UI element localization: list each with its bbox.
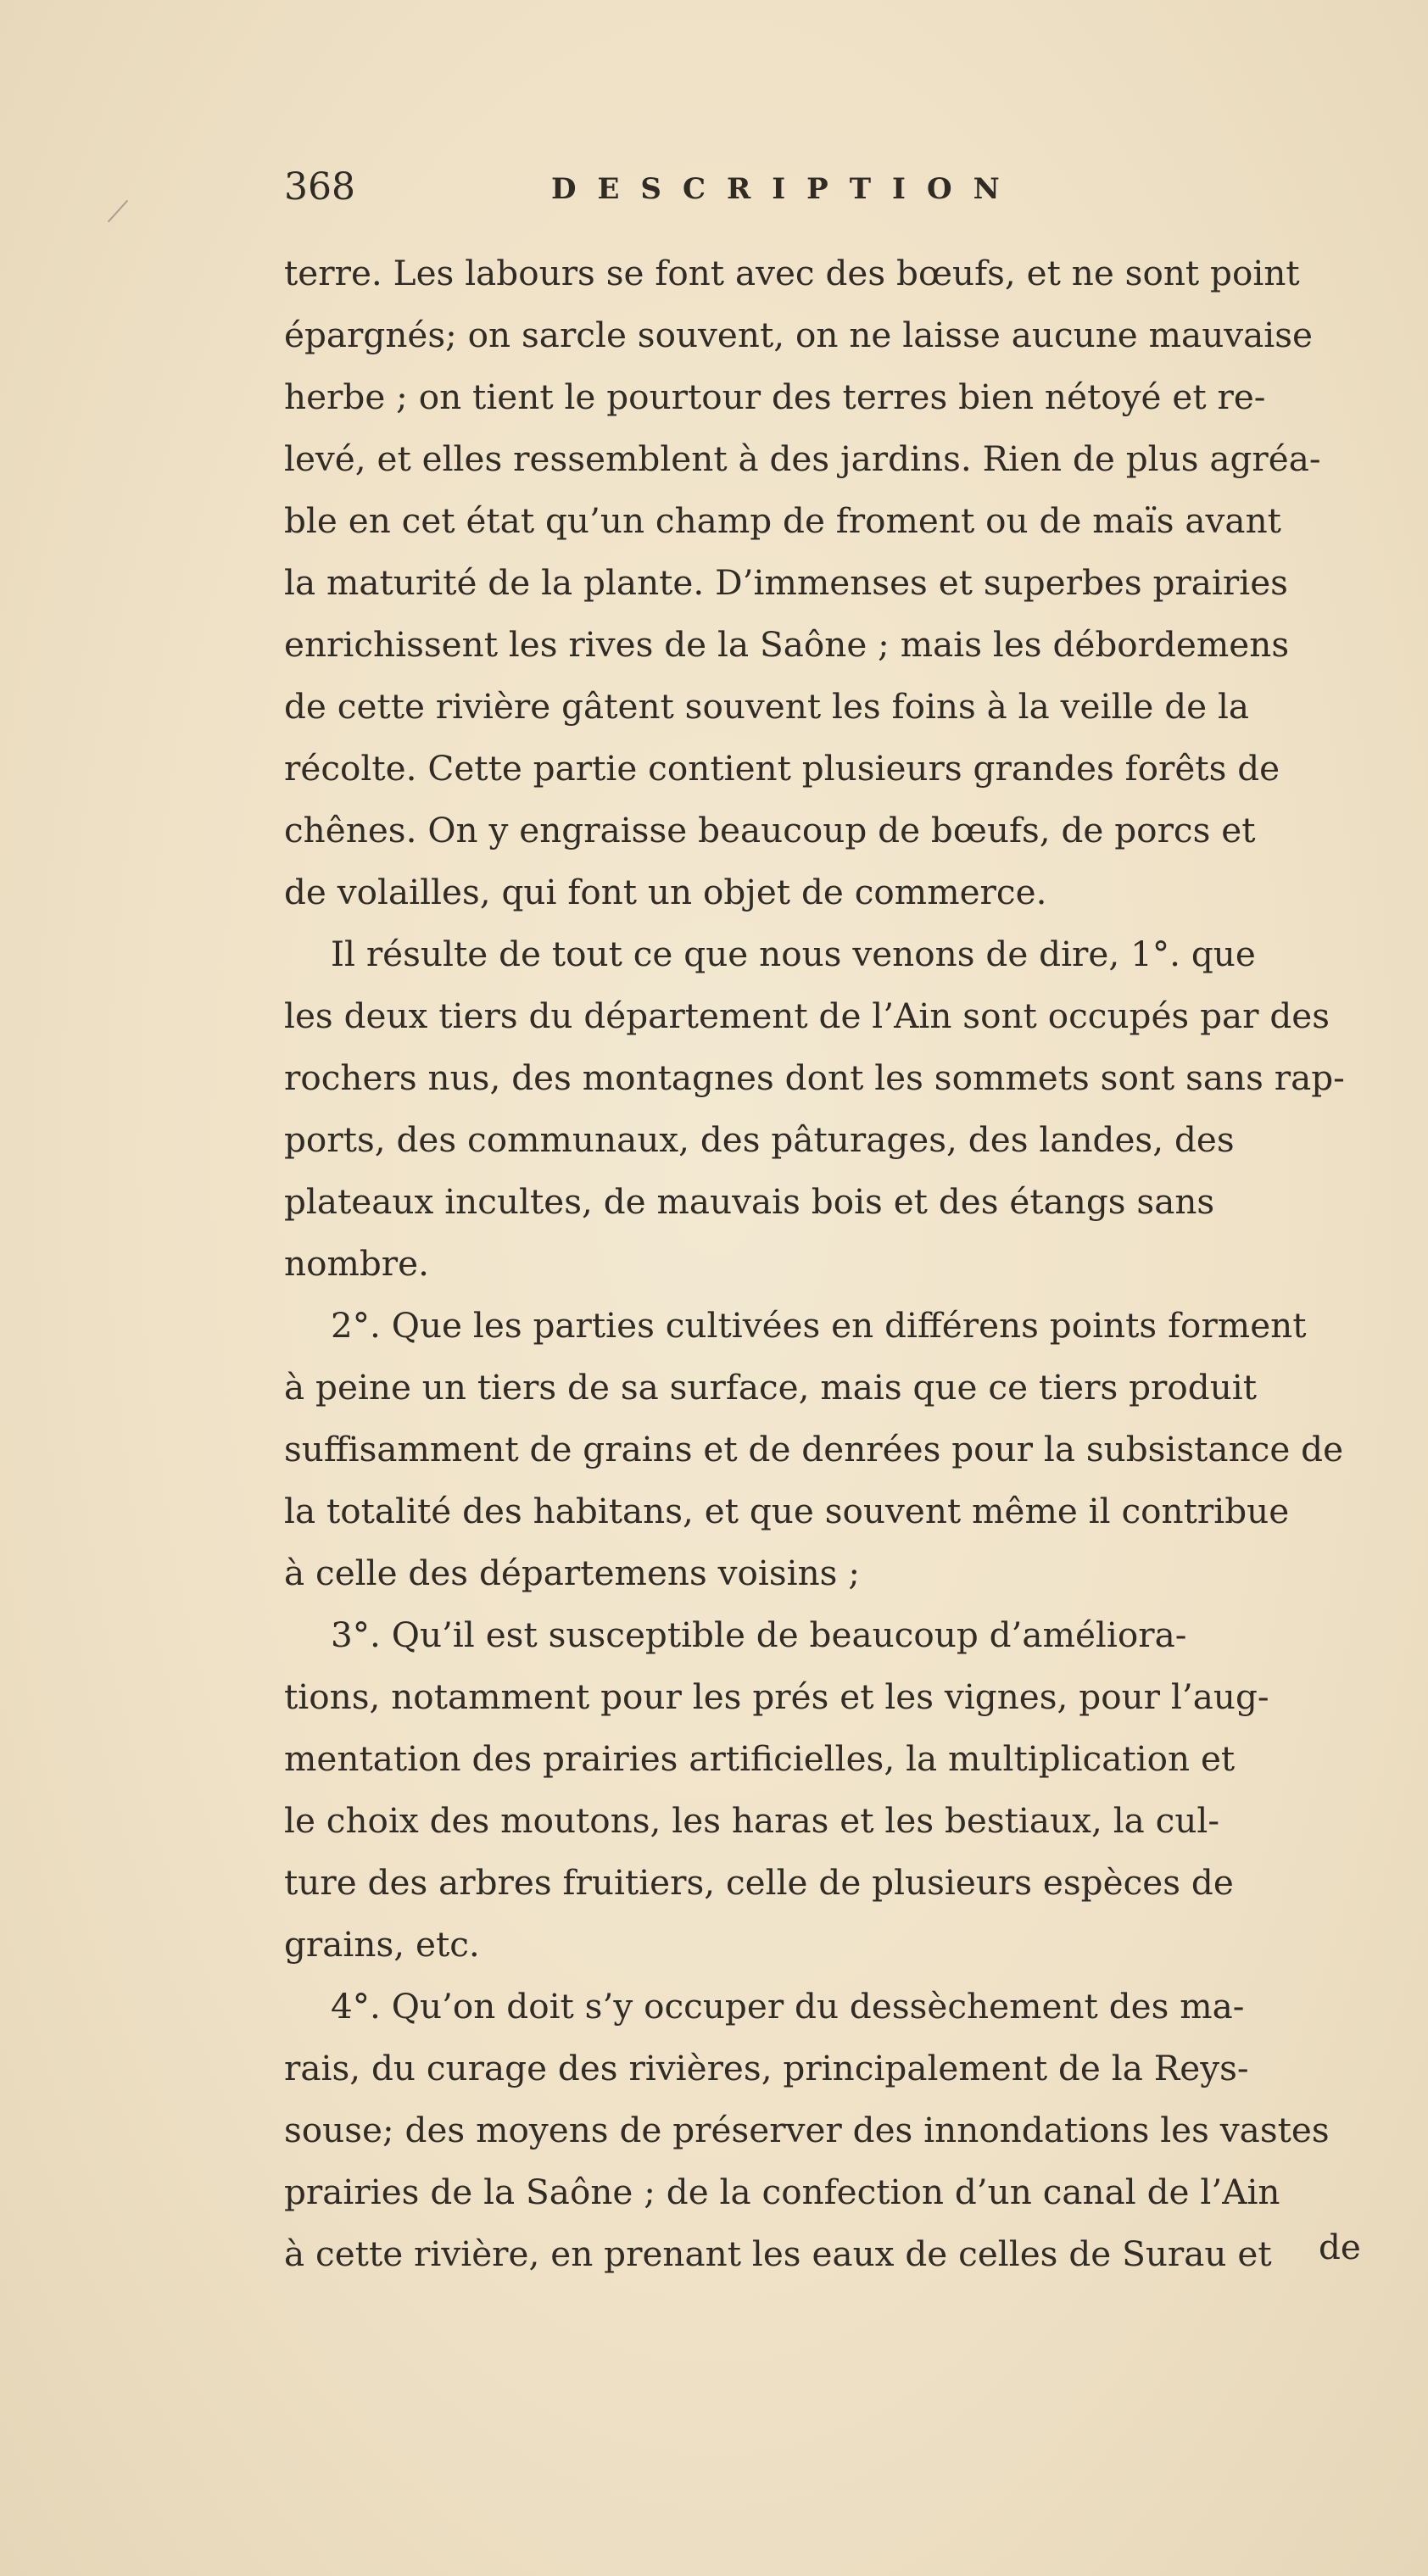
text-line: souse; des moyens de préserver des innondations les vastes (284, 2110, 1330, 2150)
text-line: grains, etc. (284, 1924, 480, 1965)
body-text (284, 243, 1345, 2285)
pencil-mark (108, 200, 128, 223)
text-line: terre. Les labours se font avec des bœufs, et ne sont point (284, 253, 1300, 293)
text-line: rochers nus, des montagnes dont les sommets sont sans rap- (284, 1057, 1345, 1098)
text-line: chênes. On y engraisse beaucoup de bœufs, de porcs et (284, 810, 1256, 850)
text-line: la totalité des habitans, et que souvent même il contribue (284, 1491, 1290, 1531)
text-line: Il résulte de tout ce que nous venons de dire, 1°. que (331, 934, 1256, 974)
text-line: à celle des départemens voisins ; (284, 1553, 860, 1593)
text-line: ture des arbres fruitiers, celle de plusieurs espèces de (284, 1862, 1234, 1903)
page-number: 368 (284, 165, 355, 209)
text-line: levé, et elles ressemblent à des jardins. Rien de plus agréa- (284, 438, 1321, 479)
text-line: rais, du curage des rivières, principalement de la Reys- (284, 2048, 1249, 2088)
text-line: épargnés; on sarcle souvent, on ne laisse aucune mauvaise (284, 315, 1314, 355)
catchword: de (1319, 2227, 1361, 2267)
text-line: de cette rivière gâtent souvent les foins à la veille de la (284, 686, 1250, 727)
text-line: suffisamment de grains et de denrées pour la subsistance de (284, 1429, 1344, 1469)
text-line: tions, notamment pour les prés et les vignes, pour l’aug- (284, 1676, 1269, 1717)
text-line: mentation des prairies artificielles, la multiplication et (284, 1738, 1236, 1779)
text-line: 2°. Que les parties cultivées en différens points forment (331, 1305, 1307, 1346)
running-title: DESCRIPTION (551, 172, 1021, 206)
text-line: plateaux incultes, de mauvais bois et des étangs sans (284, 1181, 1215, 1222)
text-line: la maturité de la plante. D’immenses et superbes prairies (284, 562, 1288, 603)
text-line: ble en cet état qu’un champ de froment ou de maïs avant (284, 500, 1281, 541)
text-line: enrichissent les rives de la Saône ; mais les débordemens (284, 624, 1290, 665)
text-line: à peine un tiers de sa surface, mais que ce tiers produit (284, 1367, 1258, 1408)
text-line: les deux tiers du département de l’Ain sont occupés par des (284, 995, 1330, 1036)
text-line: ports, des communaux, des pâturages, des landes, des (284, 1119, 1235, 1160)
text-line: à cette rivière, en prenant les eaux de celles de Surau et (284, 2233, 1272, 2274)
text-line: de volailles, qui font un objet de commerce. (284, 872, 1047, 912)
text-line: prairies de la Saône ; de la confection d’un canal de l’Ain (284, 2172, 1280, 2212)
text-line: récolte. Cette partie contient plusieurs grandes forêts de (284, 748, 1280, 789)
text-line: herbe ; on tient le pourtour des terres bien nétoyé et re- (284, 376, 1266, 417)
text-line: 4°. Qu’on doit s’y occuper du dessèchement des ma- (331, 1986, 1245, 2027)
text-line: le choix des moutons, les haras et les bestiaux, la cul- (284, 1800, 1220, 1841)
text-line: nombre. (284, 1243, 429, 1284)
running-head (284, 165, 1141, 216)
text-line: 3°. Qu’il est susceptible de beaucoup d’améliora- (331, 1614, 1187, 1655)
